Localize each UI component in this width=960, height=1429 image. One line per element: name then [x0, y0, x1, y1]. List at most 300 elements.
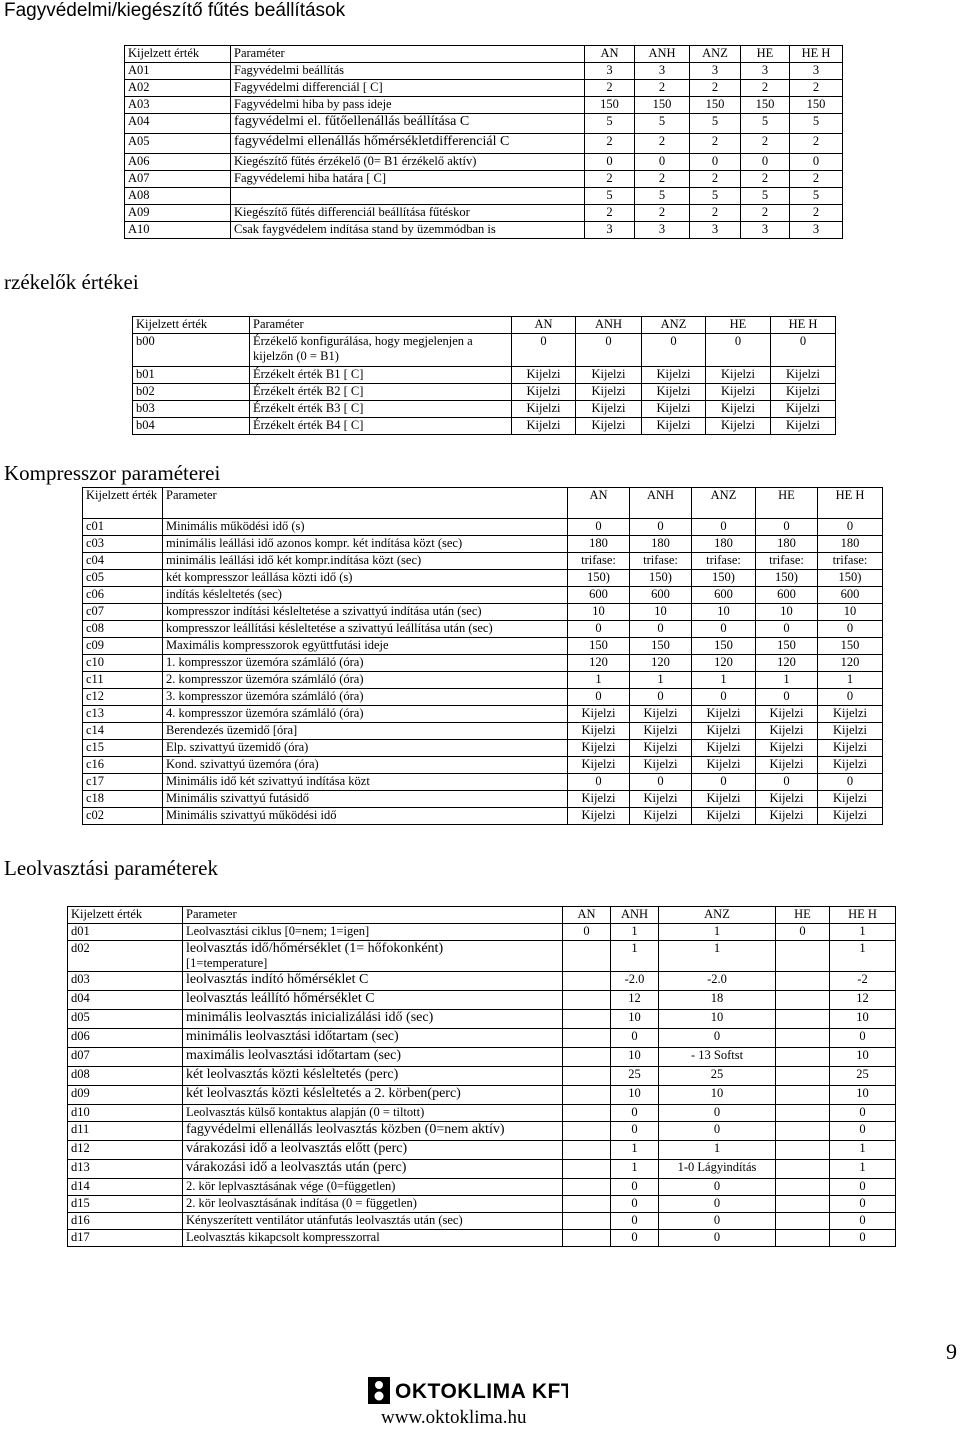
cell-value [776, 991, 830, 1010]
cell-code: A08 [125, 188, 231, 205]
cell-value: Kijelzi [771, 418, 836, 435]
cell-value: Kijelzi [642, 401, 706, 418]
cell-value: 3 [585, 63, 635, 80]
cell-code: d07 [68, 1048, 183, 1067]
table-row [68, 941, 896, 972]
cell-code: c04 [83, 553, 163, 570]
cell-value: 180 [818, 536, 883, 553]
table-row [68, 1010, 896, 1029]
cell-value: Kijelzi [692, 706, 756, 723]
cell-value: 150 [756, 638, 818, 655]
cell-code: d13 [68, 1160, 183, 1179]
cell-parameter: 3. kompresszor üzemóra számláló (óra) [163, 689, 568, 706]
cell-code: d17 [68, 1230, 183, 1247]
cell-parameter: minimális leolvasztás inicializálási idő (sec) [183, 1010, 563, 1029]
cell-code: c06 [83, 587, 163, 604]
table-header-row [133, 317, 836, 334]
cell-value: 0 [830, 1029, 896, 1048]
cell-value: 0 [790, 154, 843, 171]
cell-parameter: Kond. szivattyú üzemóra (óra) [163, 757, 568, 774]
cell-value: 0 [642, 334, 706, 367]
cell-value: Kijelzi [756, 791, 818, 808]
cell-value: 0 [630, 689, 692, 706]
section-title-fagyvedelem: Fagyvédelmi/kiegészítő fűtés beállítások [4, 0, 346, 21]
cell-parameter: Fagyvédelmi differenciál [ C] [231, 80, 585, 97]
parameter-line-1: leolvasztás idő/hőmérséklet (1= hőfokonként) [186, 941, 444, 956]
section-title-erzekelok: rzékelők értékei [4, 270, 139, 294]
cell-parameter: kompresszor leállítási késleltetése a szivattyú leállítása után (sec) [163, 621, 568, 638]
cell-value: 0 [659, 1179, 776, 1196]
cell-parameter: Érzékelt érték B2 [ C] [250, 384, 512, 401]
table-row [68, 1122, 896, 1141]
section-title-kompresszor: Kompresszor paraméterei [4, 461, 221, 485]
cell-code: c17 [83, 774, 163, 791]
cell-value: Kijelzi [576, 367, 642, 384]
table-row [125, 205, 843, 222]
cell-value: 0 [818, 519, 883, 536]
cell-code: c09 [83, 638, 163, 655]
cell-value: 150) [818, 570, 883, 587]
cell-parameter: maximális leolvasztási időtartam (sec) [183, 1048, 563, 1067]
cell-value: 150) [568, 570, 630, 587]
cell-code: A09 [125, 205, 231, 222]
cell-value [563, 1179, 611, 1196]
column-header: AN [512, 317, 576, 334]
table-row [83, 587, 883, 604]
cell-value: 5 [790, 188, 843, 205]
cell-value: 5 [741, 114, 790, 134]
cell-code: c02 [83, 808, 163, 825]
cell-value: Kijelzi [512, 401, 576, 418]
cell-parameter: Érzékelt érték B4 [ C] [250, 418, 512, 435]
column-header: Kijelzett érték [83, 488, 163, 519]
cell-value [776, 1067, 830, 1086]
cell-value: 0 [611, 1029, 659, 1048]
cell-value: 2 [690, 80, 741, 97]
cell-value: 0 [818, 621, 883, 638]
cell-value: 0 [630, 774, 692, 791]
cell-value: Kijelzi [568, 757, 630, 774]
cell-code: d06 [68, 1029, 183, 1048]
cell-value: 18 [659, 991, 776, 1010]
table-row [83, 672, 883, 689]
cell-value: Kijelzi [568, 723, 630, 740]
cell-value [563, 1160, 611, 1179]
cell-value: 2 [585, 134, 635, 154]
table-row [68, 1029, 896, 1048]
website-url[interactable]: www.oktoklima.hu [381, 1407, 527, 1428]
cell-value: 0 [830, 1213, 896, 1230]
column-header: ANZ [692, 488, 756, 519]
cell-code: A03 [125, 97, 231, 114]
column-header: HE [706, 317, 771, 334]
cell-code: d01 [68, 924, 183, 941]
cell-parameter: Kiegészítő fűtés érzékelő (0= B1 érzékelő aktív) [231, 154, 585, 171]
cell-value: 0 [756, 774, 818, 791]
cell-value: 5 [690, 114, 741, 134]
cell-value: 0 [611, 1179, 659, 1196]
cell-value: 0 [611, 1122, 659, 1141]
cell-value: 0 [568, 621, 630, 638]
cell-value: 10 [611, 1086, 659, 1105]
cell-parameter: 4. kompresszor üzemóra számláló (óra) [163, 706, 568, 723]
cell-value: 5 [585, 188, 635, 205]
cell-value: 120 [756, 655, 818, 672]
cell-value [776, 1213, 830, 1230]
table-row [83, 604, 883, 621]
cell-parameter: fagyvédelmi ellenállás hőmérsékletdifferenciál C [231, 134, 585, 154]
table-row [125, 171, 843, 188]
cell-parameter: két leolvasztás közti késleltetés (perc) [183, 1067, 563, 1086]
column-header: HE H [818, 488, 883, 519]
cell-value: - 13 Softst [659, 1048, 776, 1067]
cell-value: 120 [818, 655, 883, 672]
table-row [83, 740, 883, 757]
cell-code: A07 [125, 171, 231, 188]
cell-value: Kijelzi [576, 384, 642, 401]
cell-value: 2 [790, 171, 843, 188]
cell-value: trifase: [568, 553, 630, 570]
parameter-line-2: [1=temperature] [186, 956, 268, 970]
cell-parameter: két leolvasztás közti késleltetés a 2. körben(perc) [183, 1086, 563, 1105]
cell-value: 3 [585, 222, 635, 239]
cell-value: 0 [692, 689, 756, 706]
cell-value: Kijelzi [630, 791, 692, 808]
cell-value: 0 [776, 924, 830, 941]
table-row [125, 222, 843, 239]
column-header: HE [776, 907, 830, 924]
cell-value: 150 [585, 97, 635, 114]
cell-value: 0 [659, 1230, 776, 1247]
cell-value: Kijelzi [771, 384, 836, 401]
cell-value: 0 [692, 621, 756, 638]
cell-value: 1 [611, 941, 659, 972]
cell-value: 180 [630, 536, 692, 553]
cell-value [563, 941, 611, 972]
cell-code: b03 [133, 401, 250, 418]
cell-value [776, 972, 830, 991]
cell-value: 1 [568, 672, 630, 689]
cell-value: 150) [756, 570, 818, 587]
cell-value [563, 1048, 611, 1067]
cell-code: b04 [133, 418, 250, 435]
table-row [125, 80, 843, 97]
table-header-row [125, 46, 843, 63]
table-row [83, 706, 883, 723]
column-header: HE H [790, 46, 843, 63]
cell-value: 150 [635, 97, 690, 114]
cell-code: d12 [68, 1141, 183, 1160]
cell-code: b01 [133, 367, 250, 384]
cell-parameter: várakozási idő a leolvasztás előtt (perc) [183, 1141, 563, 1160]
cell-value: 0 [635, 154, 690, 171]
cell-value: 1 [611, 1141, 659, 1160]
cell-value [563, 1141, 611, 1160]
cell-code: c07 [83, 604, 163, 621]
cell-value: 0 [611, 1213, 659, 1230]
cell-value: 3 [635, 222, 690, 239]
column-header: AN [563, 907, 611, 924]
company-logo [368, 1374, 568, 1411]
cell-value [776, 1160, 830, 1179]
table-row [83, 757, 883, 774]
table-row [68, 1160, 896, 1179]
cell-parameter: minimális leállási idő két kompr.indítása közt (sec) [163, 553, 568, 570]
column-header: HE H [771, 317, 836, 334]
page-number: 9 [946, 1339, 957, 1364]
cell-value: 2 [790, 205, 843, 222]
cell-value: Kijelzi [818, 791, 883, 808]
cell-value: 10 [611, 1010, 659, 1029]
cell-value: 2 [585, 171, 635, 188]
cell-value [563, 972, 611, 991]
cell-value: 0 [585, 154, 635, 171]
cell-value: 0 [756, 621, 818, 638]
cell-value [776, 1010, 830, 1029]
cell-value: 25 [611, 1067, 659, 1086]
table-row [125, 63, 843, 80]
table-row [68, 991, 896, 1010]
cell-value: 0 [830, 1196, 896, 1213]
cell-value: 2 [790, 134, 843, 154]
cell-value: Kijelzi [771, 401, 836, 418]
column-header: Kijelzett érték [133, 317, 250, 334]
cell-value: Kijelzi [692, 808, 756, 825]
cell-code: c11 [83, 672, 163, 689]
table-row [83, 519, 883, 536]
table-row [125, 114, 843, 134]
column-header: HE H [830, 907, 896, 924]
cell-parameter: 2. kör leolvasztásának indítása (0 = független) [183, 1196, 563, 1213]
cell-value: 10 [568, 604, 630, 621]
cell-value: Kijelzi [568, 808, 630, 825]
column-header: ANH [576, 317, 642, 334]
cell-value: 25 [830, 1067, 896, 1086]
cell-value: 0 [741, 154, 790, 171]
cell-value: Kijelzi [576, 401, 642, 418]
table-row [83, 553, 883, 570]
cell-value [776, 1141, 830, 1160]
cell-value: 10 [818, 604, 883, 621]
cell-value: 120 [692, 655, 756, 672]
cell-value: 150) [692, 570, 756, 587]
cell-code: c15 [83, 740, 163, 757]
cell-value: 0 [630, 519, 692, 536]
cell-value [776, 1086, 830, 1105]
cell-value: 3 [790, 63, 843, 80]
cell-value: 2 [790, 80, 843, 97]
cell-value: 10 [630, 604, 692, 621]
cell-code: A05 [125, 134, 231, 154]
logo-mark-icon [368, 1374, 568, 1406]
column-header: ANH [611, 907, 659, 924]
cell-code: c16 [83, 757, 163, 774]
cell-code: A02 [125, 80, 231, 97]
cell-code: d04 [68, 991, 183, 1010]
cell-code: b00 [133, 334, 250, 367]
cell-value: 0 [659, 1105, 776, 1122]
cell-value: 0 [756, 519, 818, 536]
logo-text: OKTOKLIMA KFT. [395, 1380, 568, 1403]
cell-value: Kijelzi [771, 367, 836, 384]
cell-value: 0 [830, 1230, 896, 1247]
cell-value: trifase: [692, 553, 756, 570]
cell-value: 0 [568, 519, 630, 536]
cell-value: 1 [630, 672, 692, 689]
cell-value: Kijelzi [706, 367, 771, 384]
cell-value: 1 [830, 1160, 896, 1179]
cell-value: 0 [771, 334, 836, 367]
cell-parameter: Leolvasztási ciklus [0=nem; 1=igen] [183, 924, 563, 941]
cell-value: 2 [635, 171, 690, 188]
cell-parameter [183, 941, 563, 972]
cell-value: 2 [635, 134, 690, 154]
cell-value: 0 [659, 1122, 776, 1141]
cell-value: 180 [568, 536, 630, 553]
cell-value [776, 1029, 830, 1048]
cell-value: 150) [630, 570, 692, 587]
cell-code: c14 [83, 723, 163, 740]
cell-value: trifase: [818, 553, 883, 570]
cell-value: 150 [630, 638, 692, 655]
cell-value: 0 [512, 334, 576, 367]
table-row [68, 924, 896, 941]
table-header-row [83, 488, 883, 519]
cell-value [563, 991, 611, 1010]
cell-value: Kijelzi [692, 791, 756, 808]
cell-value: Kijelzi [818, 706, 883, 723]
cell-parameter: Leolvasztás külső kontaktus alapján (0 = tiltott) [183, 1105, 563, 1122]
cell-value: Kijelzi [512, 418, 576, 435]
cell-code: d16 [68, 1213, 183, 1230]
cell-value: 2 [741, 205, 790, 222]
cell-value: 2 [635, 80, 690, 97]
cell-value: 10 [830, 1086, 896, 1105]
cell-parameter: Kényszerített ventilátor utánfutás leolvasztás után (sec) [183, 1213, 563, 1230]
cell-value: 1 [659, 941, 776, 972]
table-row [133, 384, 836, 401]
section-title-leolvasztas: Leolvasztási paraméterek [4, 856, 218, 880]
cell-value: 1 [756, 672, 818, 689]
table-row [83, 570, 883, 587]
table-row [68, 1196, 896, 1213]
cell-value: 0 [611, 1230, 659, 1247]
cell-value: 600 [818, 587, 883, 604]
cell-value: 10 [756, 604, 818, 621]
cell-value: 5 [790, 114, 843, 134]
cell-value: 1 [611, 924, 659, 941]
cell-parameter: Elp. szivattyú üzemidő (óra) [163, 740, 568, 757]
column-header: Kijelzett érték [68, 907, 183, 924]
cell-value: 3 [741, 63, 790, 80]
cell-value: 3 [690, 63, 741, 80]
cell-value: 10 [830, 1048, 896, 1067]
cell-parameter: Érzékelt érték B3 [ C] [250, 401, 512, 418]
cell-value: 0 [692, 519, 756, 536]
cell-value: 0 [830, 1105, 896, 1122]
cell-value: Kijelzi [756, 808, 818, 825]
cell-parameter: 2. kör leplvasztásának vége (0=független) [183, 1179, 563, 1196]
table-row [83, 638, 883, 655]
cell-value [563, 1029, 611, 1048]
cell-value: Kijelzi [692, 757, 756, 774]
cell-code: c08 [83, 621, 163, 638]
cell-value: Kijelzi [576, 418, 642, 435]
cell-value: 150 [818, 638, 883, 655]
cell-value: 5 [635, 188, 690, 205]
cell-parameter: minimális leállási idő azonos kompr. két indítása közt (sec) [163, 536, 568, 553]
cell-value: 1 [659, 1141, 776, 1160]
cell-value [776, 1230, 830, 1247]
cell-value [776, 941, 830, 972]
cell-value: 25 [659, 1067, 776, 1086]
cell-parameter: Fagyvédelmi hiba by pass ideje [231, 97, 585, 114]
defrost-table [67, 906, 896, 1247]
cell-value: Kijelzi [568, 706, 630, 723]
cell-value [563, 1086, 611, 1105]
cell-value: 3 [690, 222, 741, 239]
cell-value: Kijelzi [692, 740, 756, 757]
cell-value: 150 [690, 97, 741, 114]
cell-parameter [231, 188, 585, 205]
table-row [83, 791, 883, 808]
cell-value: 1 [830, 924, 896, 941]
table-row [133, 401, 836, 418]
cell-value: 5 [635, 114, 690, 134]
cell-value: 150 [790, 97, 843, 114]
cell-value: 2 [741, 171, 790, 188]
cell-value: trifase: [630, 553, 692, 570]
cell-code: c03 [83, 536, 163, 553]
cell-value: 10 [659, 1086, 776, 1105]
cell-value [776, 1048, 830, 1067]
cell-value: 2 [741, 134, 790, 154]
cell-value: -2.0 [611, 972, 659, 991]
cell-value: 600 [756, 587, 818, 604]
table-header-row [68, 907, 896, 924]
cell-value: 150 [568, 638, 630, 655]
cell-parameter: leolvasztás indító hőmérséklet C [183, 972, 563, 991]
cell-value [563, 1122, 611, 1141]
table-row [83, 808, 883, 825]
cell-value [776, 1196, 830, 1213]
cell-value: -2.0 [659, 972, 776, 991]
cell-value [563, 1067, 611, 1086]
column-header: Parameter [163, 488, 568, 519]
cell-parameter: Fagyvédelmi beállítás [231, 63, 585, 80]
table-row [83, 774, 883, 791]
cell-code: d05 [68, 1010, 183, 1029]
cell-value [776, 1179, 830, 1196]
cell-code: d15 [68, 1196, 183, 1213]
cell-parameter: fagyvédelmi el. fűtőellenállás beállítása C [231, 114, 585, 134]
cell-value: 180 [692, 536, 756, 553]
cell-code: A06 [125, 154, 231, 171]
cell-value: 0 [659, 1029, 776, 1048]
column-header: Parameter [183, 907, 563, 924]
cell-value: Kijelzi [756, 740, 818, 757]
cell-value: 0 [611, 1105, 659, 1122]
cell-value: Kijelzi [630, 723, 692, 740]
cell-value: 0 [818, 774, 883, 791]
cell-value: 180 [756, 536, 818, 553]
cell-code: d14 [68, 1179, 183, 1196]
table-row [68, 1179, 896, 1196]
table-row [68, 1067, 896, 1086]
cell-value: 2 [690, 171, 741, 188]
cell-value: Kijelzi [642, 418, 706, 435]
table-row [68, 1086, 896, 1105]
